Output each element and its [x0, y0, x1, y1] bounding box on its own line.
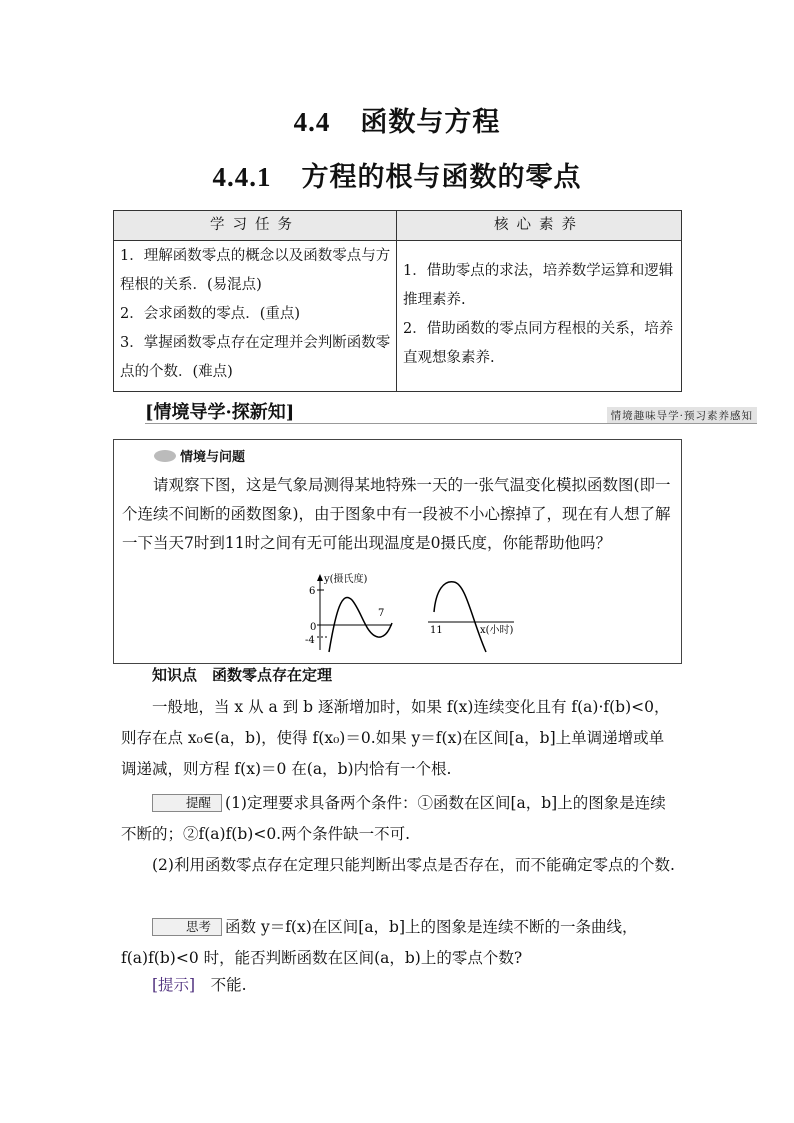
graph2-x-label: x(小时): [480, 625, 514, 636]
scenario-heading-text: 情境与问题: [180, 450, 246, 465]
tip-line-2: (2)利用函数零点存在定理只能判断出零点是否存在，而不能确定零点的个数.: [152, 856, 675, 874]
answer-text: 不能.: [210, 976, 247, 994]
chapter-title: [0, 100, 794, 139]
section-bar: [145, 398, 757, 424]
literacy-2: 2．借助函数的零点同方程根的关系，培养直观想象素养.: [403, 320, 674, 366]
theorem-text: 一般地，当 x 从 a 到 b 逐渐增加时，如果 f(x)连续变化且有 f(a)·f(b)<0，则存在点 x₀∈(a，b)，使得 f(x₀)＝0.如果 y＝f(x)在区间[a，b]上单调递增或单调递减，则方程 f(x)＝0 在(a，b)内恰有一个根.: [121, 698, 670, 778]
graph1-tick-6-label: 6: [309, 586, 316, 597]
think-text: 函数 y＝f(x)在区间[a，b]上的图象是连续不断的一条曲线，f(a)f(b)<0 时，能否判断函数在区间(a，b)上的零点个数?: [121, 918, 638, 967]
chapter-number: 4.4: [293, 107, 331, 137]
graph1-tick-neg4-label: -4: [305, 635, 315, 646]
think-paragraph: [121, 912, 677, 974]
section-divider: [145, 423, 757, 424]
learning-tasks-cell: [114, 241, 397, 392]
think-tag: 思考: [152, 918, 222, 936]
knowledge-point-heading: 知识点 函数零点存在定理: [152, 666, 333, 684]
tip-paragraph: [121, 788, 677, 850]
tip-tag: 提醒: [152, 794, 222, 812]
graph1-y-arrow: [317, 574, 323, 581]
graph1-y-label: y(摄氏度): [324, 574, 368, 585]
task-2: 2．会求函数的零点．(重点): [120, 306, 301, 322]
section-heading: [情境导学·探新知]: [145, 402, 295, 423]
chapter-title-text: 函数与方程: [360, 107, 501, 138]
graph1-tick-0-label: 0: [310, 622, 317, 633]
header-learning-tasks: 学习任务: [114, 211, 397, 241]
answer-paragraph: [121, 970, 677, 1001]
temperature-graph: [114, 440, 681, 663]
tip-line-1: (1)定理要求具备两个条件：①函数在区间[a，b]上的图象是连续不断的；②f(a)f(b)<0.两个条件缺一不可.: [121, 794, 666, 843]
scenario-box: [113, 439, 682, 664]
core-literacy-cell: [397, 241, 682, 392]
task-1: 1．理解函数零点的概念以及函数零点与方程根的关系．(易混点): [120, 248, 391, 293]
learning-goals-table: [113, 210, 682, 392]
section-tag: 情境趣味导学·预习素养感知: [607, 407, 757, 424]
header-core-literacy: 核心素养: [397, 211, 682, 241]
section-title-text: 方程的根与函数的零点: [301, 162, 582, 193]
section-title: [0, 155, 794, 194]
scenario-text: 请观察下图，这是气象局测得某地特殊一天的一张气温变化模拟函数图(即一个连续不间断的函数图象)，由于图象中有一段被不小心擦掉了，现在有人想了解一下当天7时到11时之间有无可能出现温度是0摄氏度，你能帮助他吗？: [122, 476, 671, 552]
graph2-tick-11-label: 11: [430, 625, 443, 636]
task-3: 3．掌握函数零点存在定理并会判断函数零点的个数．(难点): [120, 335, 391, 380]
graph1-tick-7-label: 7: [378, 608, 385, 619]
graph2-curve: [434, 582, 486, 652]
answer-label: [提示]: [152, 976, 196, 994]
literacy-1: 1．借助零点的求法，培养数学运算和逻辑推理素养.: [403, 262, 674, 308]
section-number: 4.4.1: [212, 162, 272, 192]
